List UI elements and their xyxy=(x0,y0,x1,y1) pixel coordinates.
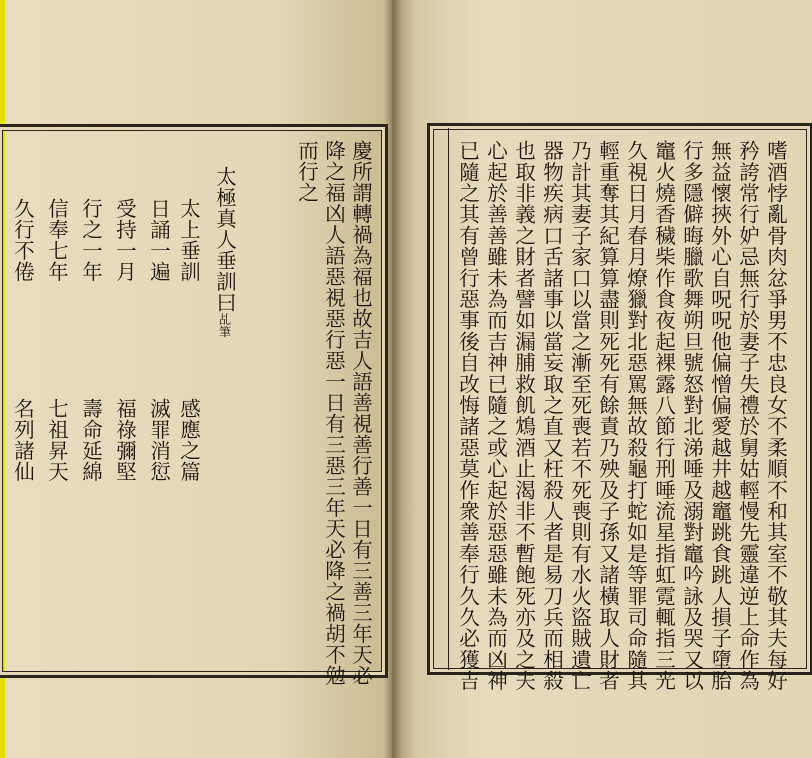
right-column-8: 乃計其妻子家口以當之漸至死喪若不死喪則有水火盜賊遺亡 xyxy=(567,140,592,692)
verse-line-1: 太上垂訓 xyxy=(176,198,201,282)
right-column-12: 已隨之其有曾行惡事後自改悔諸惡莫作衆善奉行久久必獲吉 xyxy=(455,140,480,692)
verse-line-4: 行之一年 xyxy=(78,198,103,282)
verse-line-6: 久行不倦 xyxy=(10,198,35,282)
verse-line-2-lower: 滅罪消愆 xyxy=(146,398,171,482)
verse-line-3: 受持一月 xyxy=(112,198,137,282)
right-column-10: 也取非義之財者譬如漏脯救飢鴆酒止渴非不暫飽死亦及之夫 xyxy=(511,140,536,692)
inner-rule xyxy=(448,128,449,670)
verse-line-5: 信奉七年 xyxy=(44,198,69,282)
verse-line-4-lower: 壽命延綿 xyxy=(78,398,103,482)
verse-line-5-lower: 七祖昇天 xyxy=(44,398,69,482)
prose-column-3: 而行之 xyxy=(294,140,319,203)
right-column-5: 竈火燒香穢柴作食夜起裸露八節行刑唾流星指虹霓輒指三光 xyxy=(651,140,676,692)
verse-line-3-lower: 福祿彌堅 xyxy=(112,398,137,482)
book-spine-shadow xyxy=(384,0,402,758)
verse-line-6-lower: 名列諸仙 xyxy=(10,398,35,482)
right-column-2: 矜誇常行妒忌無行於妻子失禮於舅姑輕慢先靈違逆上命作為 xyxy=(735,140,760,692)
right-column-4: 行多隱僻晦臘歌舞朔旦號怒對北涕唾及溺對竈吟詠及哭又以 xyxy=(679,140,704,692)
right-column-9: 器物疾病口舌諸事以當妄取之直又枉殺人者是易刀兵而相殺 xyxy=(539,140,564,692)
prose-column-2: 降之福凶人語惡視惡行惡一日有三惡三年天必降之禍胡不勉 xyxy=(321,140,346,686)
verse-line-2: 日誦一遍 xyxy=(146,198,171,282)
heading-column xyxy=(214,166,235,338)
right-column-3: 無益懷挾外心自呪呪他偏憎偏愛越井越竈跳食跳人損子墮胎 xyxy=(707,140,732,692)
right-column-11: 心起於善善雖未為而吉神已隨之或心起於惡惡雖未為而凶神 xyxy=(483,140,508,692)
prose-column-1: 慶所謂轉禍為福也故吉人語善視善行善一日有三善三年天必 xyxy=(348,140,373,686)
right-column-1: 嗜酒悖亂骨肉忿爭男不忠良女不柔順不和其室不敬其夫每好 xyxy=(763,140,788,692)
right-column-7: 輕重奪其紀算算盡則死死有餘責乃殃及子孫又諸橫取人財者 xyxy=(595,140,620,692)
right-column-6: 久視日月春月燎獵對北惡罵無故殺龜打蛇如是等罪司命隨其 xyxy=(623,140,648,692)
section-heading: 太極真人垂訓曰 xyxy=(212,166,237,313)
heading-note: 乩筆 xyxy=(217,313,232,338)
left-page xyxy=(0,0,392,758)
verse-line-1-lower: 感應之篇 xyxy=(176,398,201,482)
